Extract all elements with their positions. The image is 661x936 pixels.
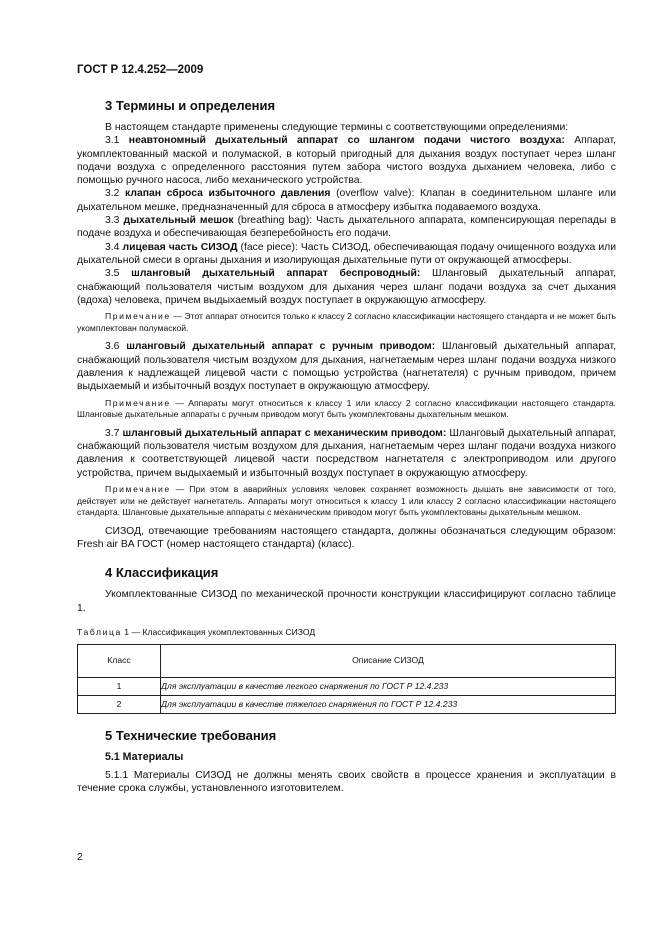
table-row — [78, 677, 616, 695]
table-row — [78, 695, 616, 713]
term-3-7-name: шланговый дыхательный аппарат с механическим приводом: — [122, 427, 447, 439]
section-4-title: 4 Классификация — [105, 565, 219, 581]
term-3-3: 3.3 дыхательный мешок (breathing bag): Часть дыхательного аппарата, компенсирующая перепады в подаче воздуха и обеспечивающая безперебойность его подачи. — [77, 215, 616, 240]
table-cell-class: 1 — [78, 677, 161, 695]
section-4-text: Укомплектованные СИЗОД по механической прочности конструкции классифицируют согласно таблице 1. — [77, 589, 616, 614]
term-3-1-name: неавтономный дыхательный аппарат со шлангом подачи чистого воздуха: — [128, 135, 565, 147]
term-3-5: 3.5 шланговый дыхательный аппарат беспроводный: Шланговый дыхательный аппарат, снабжающий пользователя чистым воздухом для дыхания через шланг подачи воздуха за счет дыхания (вдоха) человека, причем выдыхаемый воздух поступает в окружающую атмосферу. — [77, 268, 617, 306]
classification-table — [77, 644, 616, 714]
table-cell-description: Для эксплуатации в качестве легкого снаряжения по ГОСТ Р 12.4.233 — [161, 677, 616, 695]
paragraph-5-1-1: 5.1.1 Материалы СИЗОД не должны менять своих свойств в процессе хранения и эксплуатации в течение срока службы, установленного изготовителем. — [77, 769, 616, 795]
term-3-6: 3.6 шланговый дыхательный аппарат с ручным приводом: Шланговый дыхательный аппарат, снабжающий пользователя чистым воздухом для дыхания, нагнетаемым через шланг подачи воздуха низкого давления к надлежащей лицевой части с помощью устройства (нагнетателя) с ручным приводом, причем выдыхаемый и избыточный воздух поступает в окружающую атмосферу. — [77, 341, 617, 393]
term-3-5-name: шланговый дыхательный аппарат беспроводный: — [131, 268, 421, 280]
note-2: Примечание — Аппараты могут относиться к классу 1 или классу 2 согласно классификации настоящего стандарта. Шланговые дыхательные аппараты с ручным приводом могут быть укомплектованы дыхательным мешком. — [77, 397, 617, 420]
section-3-title: 3 Термины и определения — [105, 98, 276, 113]
table-header-description: Описание СИЗОД — [161, 644, 616, 677]
term-3-7: 3.7 шланговый дыхательный аппарат с механическим приводом: Шланговый дыхательный аппарат, снабжающий пользователя чистым воздухом для дыхания, нагнетаемым через шланг подачи воздуха низкого давления к соответствующей лицевой части посредством нагнетателя с электроприводом или другого устройства, причем выдыхаемый и избыточный воздух поступает в окружающую атмосферу. — [77, 427, 616, 479]
page-content — [77, 98, 616, 795]
section-3-intro: В настоящем стандарте применены следующие термины с соответствующими определениями: — [105, 122, 569, 133]
subsection-5-1-title: 5.1 Материалы — [105, 750, 184, 763]
table-header-class: Класс — [78, 644, 161, 677]
marking-paragraph: СИЗОД, отвечающие требованиям настоящего стандарта, должны обозначаться следующим образом: Fresh air BA ГОСТ (номер настоящего стандарта) (класс). — [77, 525, 616, 550]
table-caption: Таблица 1 — Классификация укомплектованных СИЗОД — [77, 626, 316, 637]
document-code: ГОСТ Р 12.4.252—2009 — [77, 64, 204, 76]
table-cell-class: 2 — [78, 695, 161, 713]
term-3-3-name: дыхательный мешок — [123, 215, 234, 227]
term-3-1: 3.1 неавтономный дыхательный аппарат со шлангом подачи чистого воздуха: Аппарат, укомплектованный маской и полумаской, в который пригодный для дыхания воздух поступает через шланг подачи воздуха с определенного расстояния путем забора чистого воздуха дыханием человека, либо с помощью ручного насоса, либо механического устройства. — [77, 135, 616, 187]
note-1: Примечание — Этот аппарат относится только к классу 2 согласно классификации настоящего стандарта и не может быть укомплектован полумаской. — [77, 311, 616, 333]
term-3-4: 3.4 лицевая часть СИЗОД (face piece): Часть СИЗОД, обеспечивающая подачу очищенного воздуха или дыхательной смеси в органы дыхания и изолирующая дыхательные пути от окружающей атмосферы. — [77, 241, 617, 266]
table-cell-description: Для эксплуатации в качестве тяжелого снаряжения по ГОСТ Р 12.4.233 — [161, 695, 616, 713]
term-3-2-name: клапан сброса избыточного давления — [125, 188, 331, 200]
page-number: 2 — [77, 851, 83, 863]
section-5-title: 5 Технические требования — [105, 727, 277, 743]
term-3-2: 3.2 клапан сброса избыточного давления (overflow valve): Клапан в соединительном шланге или дыхательном мешке, предназначенный для сброса в атмосферу избытка подаваемого воздуха. — [77, 188, 617, 213]
note-3: Примечание — При этом в аварийных условиях человек сохраняет возможность дышать вне зависимости от того, действует или не действует нагнетатель. Аппараты могут относиться к классу 1 или классу 2 согласно классификации настоящего стандарта. Шланговые дыхательные аппараты с механическим приводом могут быть укомплектованы дыхательным мешком. — [77, 483, 617, 518]
term-3-4-name: лицевая часть СИЗОД — [122, 241, 238, 253]
term-3-6-name: шланговый дыхательный аппарат с ручным приводом: — [126, 341, 436, 353]
